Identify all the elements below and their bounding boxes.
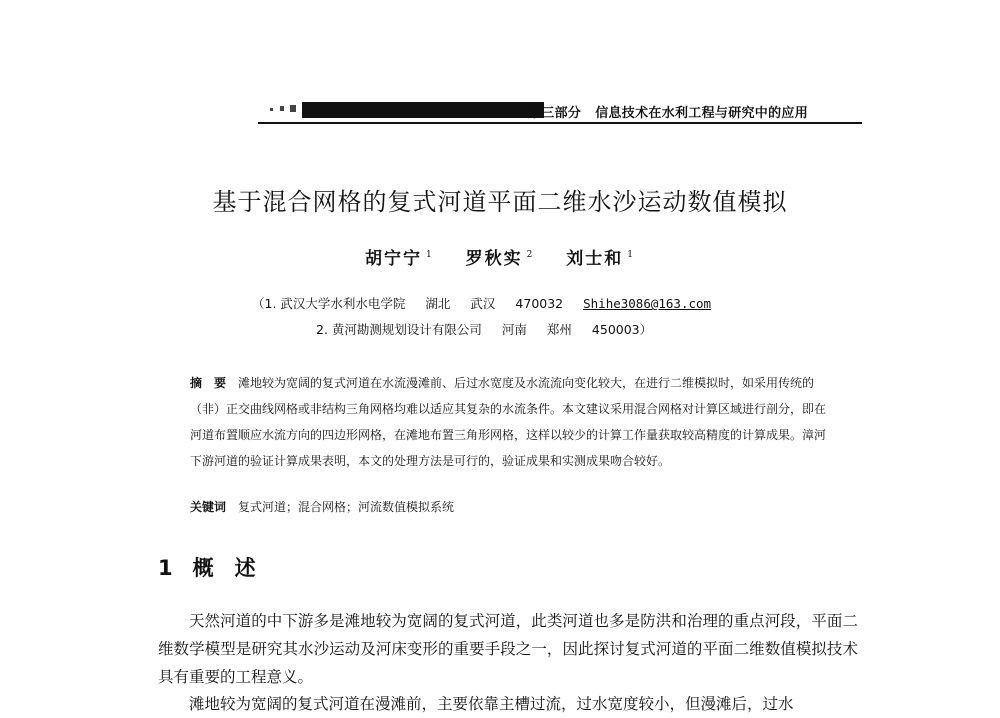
abstract-label: 摘 要 xyxy=(190,376,227,390)
author-2 xyxy=(466,249,535,269)
author-3 xyxy=(566,249,635,269)
keywords-label: 关键词 xyxy=(190,500,227,514)
affiliation-org: 黄河勘测规划设计有限公司 xyxy=(331,322,482,337)
header-section-label: 第三部分 xyxy=(528,106,582,121)
affiliation-prefix: （1. xyxy=(252,296,277,311)
author-name: 罗秋实 xyxy=(465,249,523,269)
affiliation-prefix: 2. xyxy=(316,322,328,337)
abstract xyxy=(190,370,830,474)
author-1 xyxy=(365,249,434,269)
body-paragraph: 滩地较为宽阔的复式河道在漫滩前，主要依靠主槽过流，过水宽度较小，但漫滩后，过水 xyxy=(189,695,794,713)
affiliation-postcode: 470032 xyxy=(515,296,564,311)
header-text xyxy=(528,102,808,121)
section-title: 概 述 xyxy=(192,556,256,580)
affiliation-org: 武汉大学水利水电学院 xyxy=(280,296,406,311)
author-name: 刘士和 xyxy=(566,249,624,269)
body-paragraph: 天然河道的中下游多是滩地较为宽阔的复式河道，此类河道也多是防洪和治理的重点河段，平面二维数学模型是研究其水沙运动及河床变形的重要手段之一，因此探讨复式河道的平面二维数值模拟技术具有重要的工程意义。 xyxy=(158,612,858,686)
affiliation-province: 河南 xyxy=(501,322,527,337)
header-scan-speck xyxy=(270,108,273,111)
section-number: 1 xyxy=(158,556,173,580)
keywords xyxy=(190,498,830,515)
affiliation-mark: 2 xyxy=(526,250,535,261)
header-section-title: 信息技术在水利工程与研究中的应用 xyxy=(595,106,809,121)
affiliation-city: 武汉 xyxy=(470,296,496,311)
affiliation-2 xyxy=(316,320,652,338)
affiliation-province: 湖北 xyxy=(425,296,451,311)
affiliation-mark: 1 xyxy=(627,250,636,261)
author-list xyxy=(0,244,1000,269)
header-scan-speck xyxy=(290,105,296,112)
abstract-text: 滩地较为宽阔的复式河道在水流漫滩前、后过水宽度及水流流向变化较大，在进行二维模拟时，如采用传统的（非）正交曲线网格或非结构三角网格均难以适应其复杂的水流条件。本文建议采用混合网格对计算区域进行剖分，即在河道布置顺应水流方向的四边形网格，在滩地布置三角形网格，这样以较少的计算工作量获取较高精度的计算成果。漳河下游河道的验证计算成果表明，本文的处理方法是可行的，验证成果和实测成果吻合较好。 xyxy=(190,376,827,468)
running-header xyxy=(258,100,862,122)
affiliation-1 xyxy=(252,294,711,312)
affiliation-postcode: 450003） xyxy=(591,322,653,337)
header-decoration-bar xyxy=(302,102,544,118)
affiliation-city: 郑州 xyxy=(546,322,572,337)
section-heading xyxy=(158,552,256,582)
paper-title: 基于混合网格的复式河道平面二维水沙运动数值模拟 xyxy=(212,188,788,216)
header-rule xyxy=(258,122,862,124)
keywords-text: 复式河道；混合网格；河流数值模拟系统 xyxy=(238,500,455,514)
author-name: 胡宁宁 xyxy=(364,249,422,269)
author-email[interactable]: Shihe3086@163.com xyxy=(583,296,712,311)
affiliation-mark: 1 xyxy=(425,250,434,261)
header-scan-speck xyxy=(280,106,284,111)
